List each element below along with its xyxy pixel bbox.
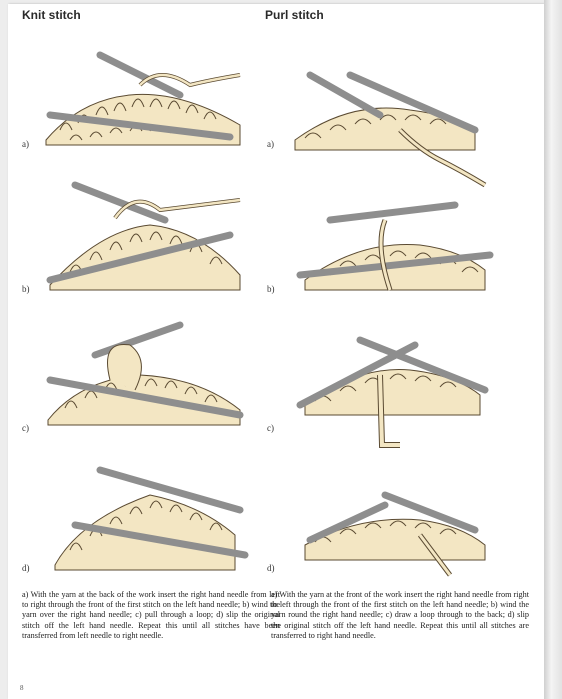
knit-step-b-label: b): [22, 284, 30, 294]
purl-step-d-illustration: [290, 480, 500, 585]
purl-stitch-title: Purl stitch: [265, 8, 324, 22]
knit-caption: a) With the yarn at the back of the work insert the right hand needle from left to right through the front of the first stitch on the left hand needle; b) wind the yarn over the right hand needle; c) pull through a loop; d) slip the original stitch off the left hand needle. Repeat this until all stitches have been transferred from left needle to right needle.: [22, 590, 280, 640]
knit-step-d-label: d): [22, 563, 30, 573]
knit-step-a-label: a): [22, 139, 29, 149]
knit-step-c-illustration: [40, 320, 250, 430]
purl-step-b-label: b): [267, 284, 275, 294]
knit-step-d-illustration: [40, 460, 250, 575]
page-number: 8: [20, 684, 24, 692]
knit-step-c-label: c): [22, 423, 29, 433]
page-edge: [544, 0, 562, 699]
knit-stitch-title: Knit stitch: [22, 8, 81, 22]
purl-step-a-illustration: [290, 70, 500, 190]
purl-step-c-illustration: [290, 335, 500, 455]
purl-step-d-label: d): [267, 563, 275, 573]
purl-step-a-label: a): [267, 139, 274, 149]
purl-step-b-illustration: [290, 200, 500, 300]
purl-caption: a) With the yarn at the front of the work insert the right hand needle from right to left through the front of the first stitch on the left hand needle; b) wind the yarn round the right hand needle; c) draw a loop through to the back; d) slip the original stitch off the left hand needle. Repeat this until all stitches are transferred to right hand needle.: [271, 590, 529, 640]
purl-step-c-label: c): [267, 423, 274, 433]
knit-step-b-illustration: [40, 180, 250, 295]
knit-step-a-illustration: [40, 45, 250, 155]
